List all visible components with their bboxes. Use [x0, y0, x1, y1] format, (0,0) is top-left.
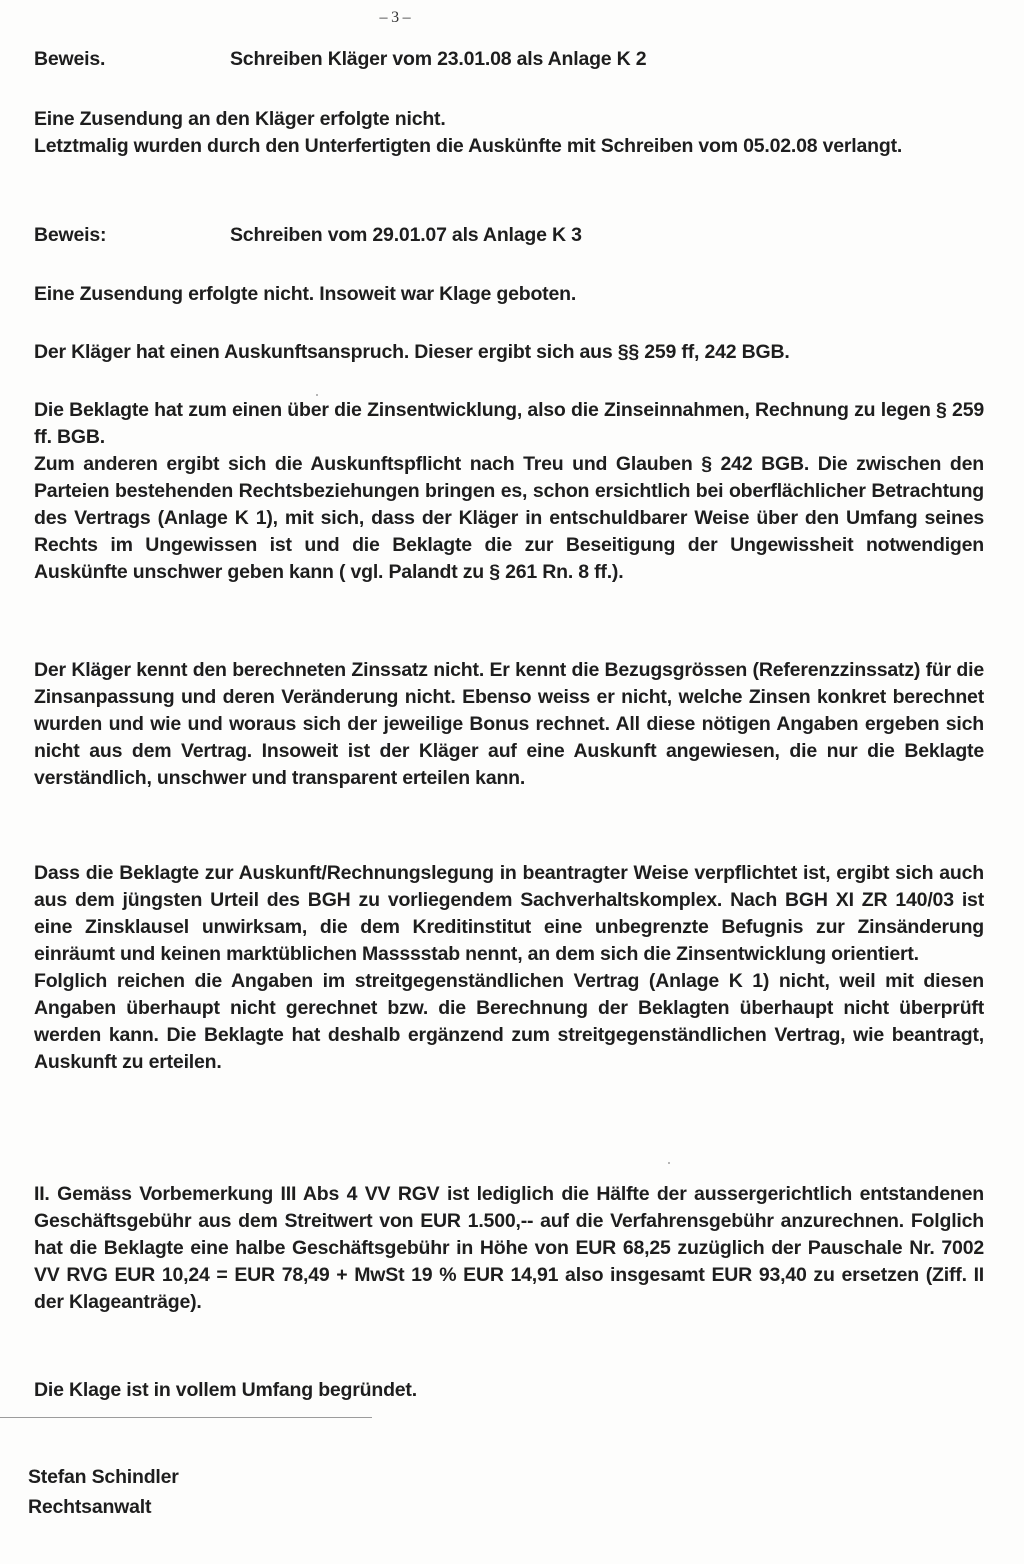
signature-block — [28, 1462, 179, 1522]
paragraph-line: Folglich reichen die Angaben im streitgegenständlichen Vertrag (Anlage K 1) nicht, weil mit diesen Angaben überhaupt nicht gerechnet bzw. die Berechnung der Beklagten überhaupt nicht überprüft werden kann. Die Beklagte hat deshalb ergänzend zum streitgegenständlichen Vertrag, wie beantragt, Auskunft zu erteilen. — [34, 970, 984, 1073]
paragraph-line: Dass die Beklagte zur Auskunft/Rechnungslegung in beantragter Weise verpflichtet ist, ergibt sich auch aus dem jüngsten Urteil des BGH zu vorliegendem Sachverhaltskomplex. Nach BGH XI ZR 140/03 ist eine Zinsklausel unwirksam, die dem Kreditinstitut eine unbegrenzte Befugnis zur Zinsänderung einräumt und keinen marktüblichen Masssstab nennt, an dem sich die Zinsentwicklung orientiert. — [34, 862, 984, 965]
paragraph-line: Der Kläger kennt den berechneten Zinssatz nicht. Er kennt die Bezugsgrössen (Referenzzinssatz) für die Zinsanpassung und deren Veränderung nicht. Ebenso weiss er nicht, welche Zinsen konkret berechnet wurden und wie und woraus sich der jeweilige Bonus rechnet. All diese nötigen Angaben ergeben sich nicht aus dem Vertrag. Insoweit ist der Kläger auf eine Auskunft angewiesen, die nur die Beklagte verständlich, unschwer und transparent erteilen kann. — [34, 659, 984, 789]
paragraph-conclusion — [34, 1377, 984, 1404]
paragraph-line: Die Beklagte hat zum einen über die Zinsentwicklung, also die Zinseinnahmen, Rechnung zu legen § 259 ff. BGB. — [34, 399, 984, 448]
signer-title: Rechtsanwalt — [28, 1496, 152, 1518]
paragraph-line: II. Gemäss Vorbemerkung III Abs 4 VV RGV ist lediglich die Hälfte der aussergerichtlich entstandenen Geschäftsgebühr aus dem Streitwert von EUR 1.500,-- auf die Verfahrensgebühr anzurechnen. Folglich hat die Beklagte eine halbe Geschäftsgebühr in Höhe von EUR 68,25 zuzüglich der Pauschale Nr. 7002 VV RVG EUR 10,24 = EUR 78,49 + MwSt 19 % EUR 14,91 also insgesamt EUR 93,40 zu ersetzen (Ziff. II der Klageanträge). — [34, 1183, 984, 1313]
evidence-line-2 — [34, 222, 582, 249]
paragraph-line: Letztmalig wurden durch den Unterfertigten die Auskünfte mit Schreiben vom 05.02.08 verlangt. — [34, 135, 903, 157]
signer-name: Stefan Schindler — [28, 1466, 179, 1488]
evidence-text: Schreiben Kläger vom 23.01.08 als Anlage K 2 — [230, 48, 647, 70]
scan-speck — [316, 394, 318, 396]
divider — [0, 1417, 372, 1418]
evidence-label: Beweis: — [34, 224, 107, 246]
paragraph-line: Eine Zusendung erfolgte nicht. Insoweit war Klage geboten. — [34, 283, 577, 305]
paragraph-accounting-duty — [34, 397, 984, 586]
page-number: – 3 – — [379, 9, 411, 26]
evidence-text: Schreiben vom 29.01.07 als Anlage K 3 — [230, 224, 582, 246]
evidence-label: Beweis. — [34, 48, 106, 70]
evidence-line-1 — [34, 46, 646, 73]
paragraph-claim — [34, 339, 984, 366]
paragraph-no-delivery — [34, 281, 984, 308]
paragraph-delivery — [34, 106, 984, 160]
scan-speck — [668, 1162, 670, 1164]
paragraph-interest-unknown — [34, 657, 984, 792]
paragraph-line: Zum anderen ergibt sich die Auskunftspflicht nach Treu und Glauben § 242 BGB. Die zwischen den Parteien bestehenden Rechtsbeziehungen bringen es, schon ersichtlich bei oberflächlicher Betrachtung des Vertrags (Anlage K 1), mit sich, dass der Kläger in entschuldbarer Weise über den Umfang seines Rechts im Ungewissen ist und die Beklagte die zur Beseitigung der Ungewissheit notwendigen Auskünfte unschwer geben kann ( vgl. Palandt zu § 261 Rn. 8 ff.). — [34, 453, 984, 583]
paragraph-line: Der Kläger hat einen Auskunftsanspruch. Dieser ergibt sich aus §§ 259 ff, 242 BGB. — [34, 341, 790, 363]
paragraph-bgh-ruling — [34, 860, 984, 1076]
paragraph-line: Eine Zusendung an den Kläger erfolgte nicht. — [34, 108, 446, 130]
paragraph-line: Die Klage ist in vollem Umfang begründet. — [34, 1379, 417, 1401]
paragraph-fees — [34, 1181, 984, 1316]
